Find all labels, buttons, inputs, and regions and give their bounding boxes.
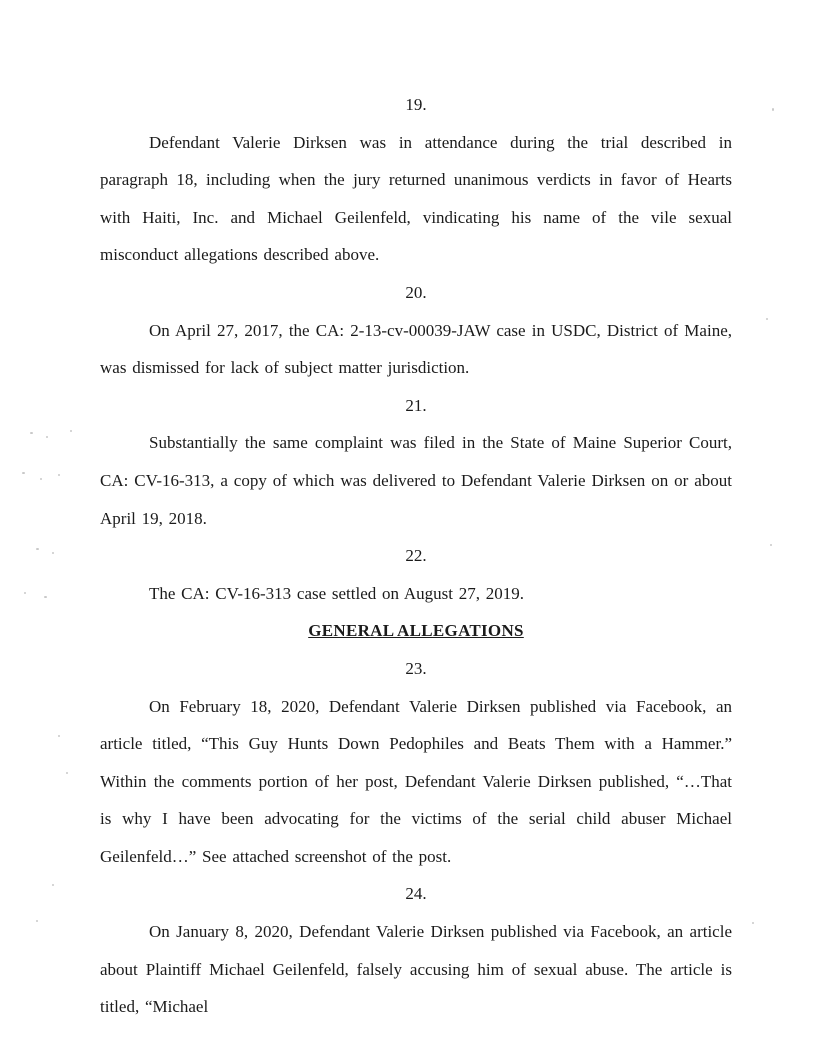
scan-artifact (58, 735, 60, 737)
paragraph-22-text: The CA: CV-16-313 case settled on August 27, 2019. (149, 583, 524, 603)
paragraph-number-19: 19. (405, 95, 427, 114)
scan-artifact (46, 436, 48, 438)
paragraph-number-22: 22. (405, 546, 427, 566)
scan-artifact (44, 596, 47, 598)
scan-artifact (30, 432, 33, 434)
scan-artifact (752, 922, 754, 924)
scan-artifact (770, 544, 772, 546)
paragraph-number-21: 21. (405, 395, 427, 415)
scan-artifact (52, 884, 54, 886)
paragraph-20-text: On April 27, 2017, the CA: 2-13-cv-00039-JAW case in USDC, District of Maine, was dismissed for lack of subject matter jurisdiction. (100, 320, 732, 378)
scan-artifact (22, 472, 25, 474)
scan-artifact (58, 474, 60, 476)
scan-artifact (24, 592, 26, 594)
scan-artifact (52, 552, 54, 554)
scan-artifact (70, 430, 72, 432)
scan-artifact (766, 318, 768, 320)
paragraph-number-20: 20. (405, 282, 427, 302)
paragraph-23-text: On February 18, 2020, Defendant Valerie Dirksen published via Facebook, an article titled, “This Guy Hunts Down Pedophiles and Beats Them with a Hammer.” Within the comments portion of her post, Defendant Valerie Dirksen published, “…That is why I have been advocating for the victims of the serial child abuser Michael Geilenfeld…” See attached screenshot of the post. (100, 696, 732, 866)
scan-artifact (66, 772, 68, 774)
paragraph-24-text: On January 8, 2020, Defendant Valerie Dirksen published via Facebook, an article about Plaintiff Michael Geilenfeld, falsely accusing him of sexual abuse. The article is titled, “Michael (100, 922, 732, 1017)
scan-artifact (40, 478, 42, 480)
paragraph-19-text: Defendant Valerie Dirksen was in attendance during the trial described in paragraph 18, including when the jury returned unanimous verdicts in favor of Hearts with Haiti, Inc. and Michael Geilenfeld, vindicating his name of the vile sexual misconduct allegations described above. (100, 132, 732, 265)
paragraph-21-text: Substantially the same complaint was filed in the State of Maine Superior Court, CA: CV-16-313, a copy of which was delivered to Defendant Valerie Dirksen on or about April 19, 2018. (100, 433, 732, 528)
section-heading-general-allegations: GENERAL ALLEGATIONS (308, 621, 524, 641)
scan-artifact (772, 108, 774, 111)
document-body (100, 86, 732, 1026)
paragraph-number-23: 23. (405, 658, 427, 678)
paragraph-number-24: 24. (405, 884, 427, 904)
scan-artifact (36, 920, 38, 922)
scan-artifact (36, 548, 39, 550)
